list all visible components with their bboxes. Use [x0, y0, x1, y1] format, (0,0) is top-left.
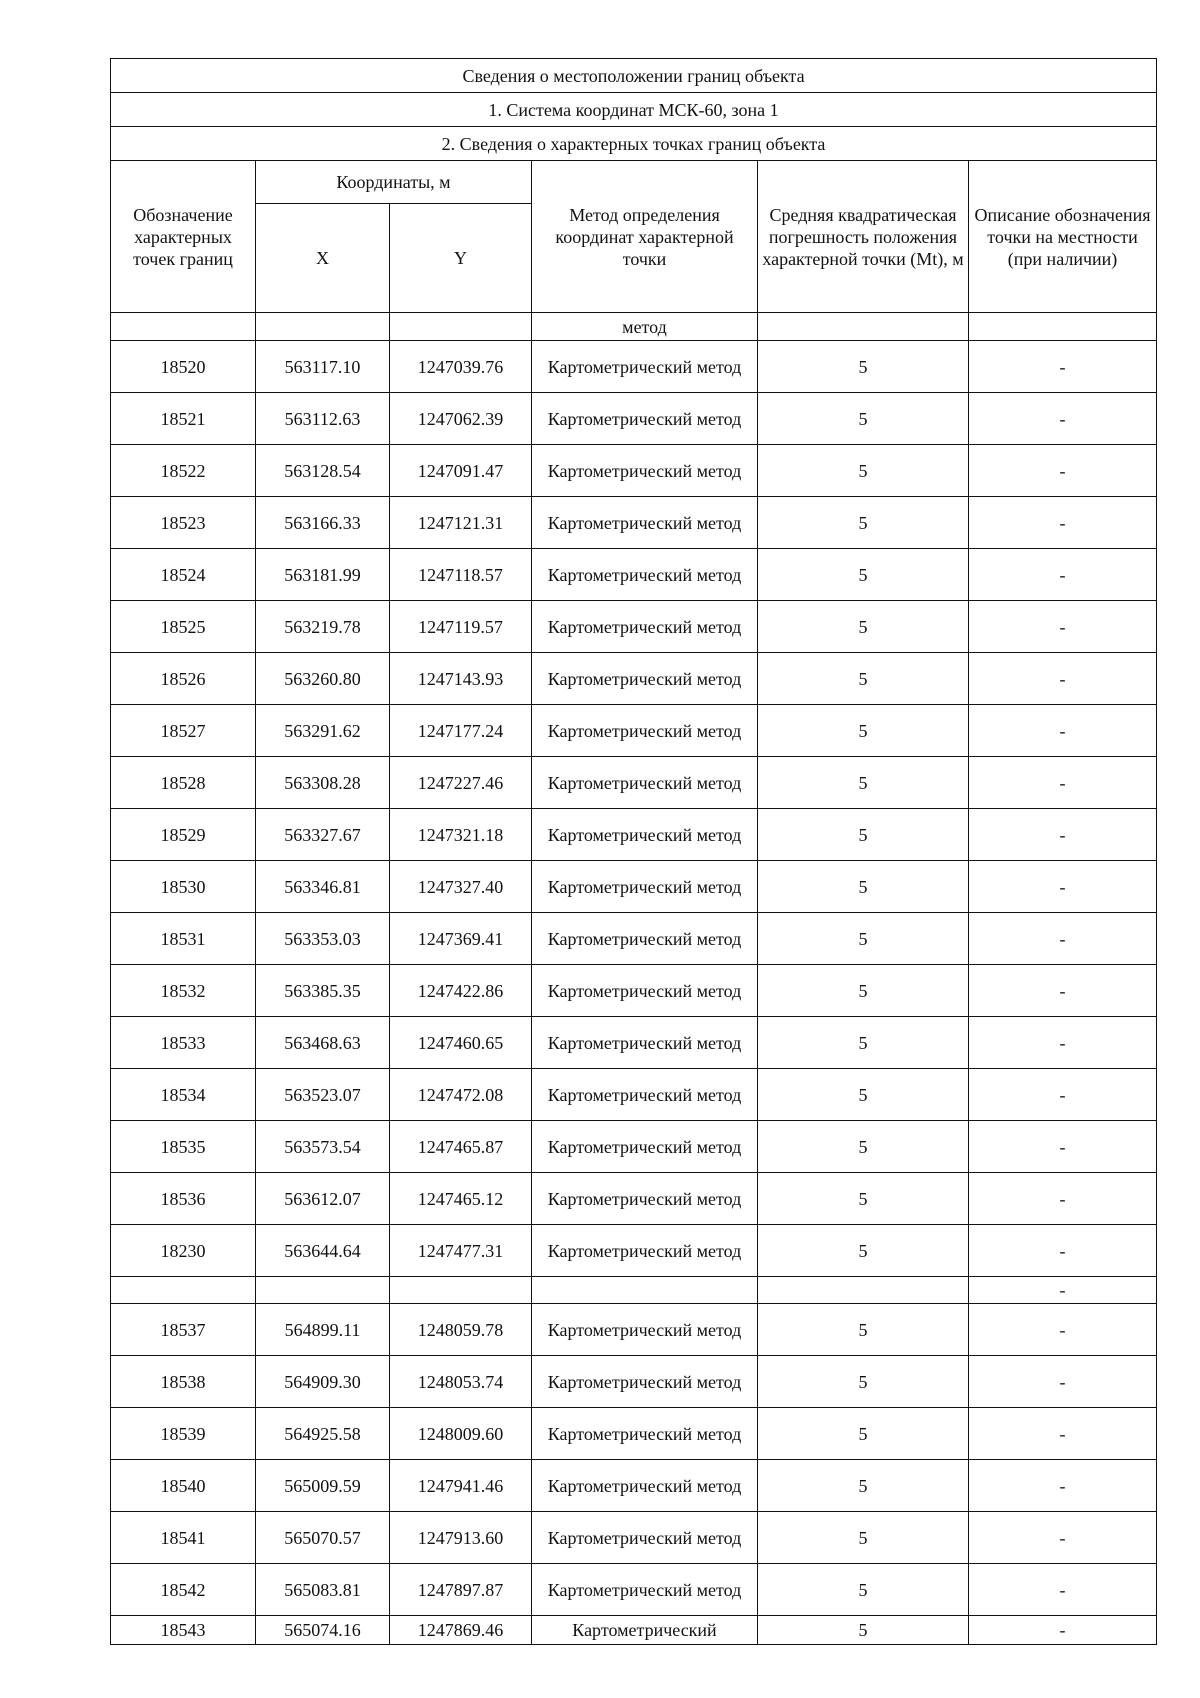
cell-x: 564899.11 — [256, 1304, 390, 1356]
cell-y: 1247460.65 — [390, 1017, 532, 1069]
cell-empty — [390, 313, 532, 341]
cell-method: Картометрический метод — [532, 1173, 758, 1225]
cell-x: 565009.59 — [256, 1460, 390, 1512]
cell-description: - — [969, 1304, 1157, 1356]
cell-method: Картометрический метод — [532, 965, 758, 1017]
cell-y: 1247121.31 — [390, 497, 532, 549]
cell-point: 18535 — [111, 1121, 256, 1173]
col-header-method: Метод определения координат характерной точки — [532, 161, 758, 313]
table-row — [111, 601, 1157, 653]
cell-point: 18543 — [111, 1616, 256, 1645]
cell-method: Картометрический метод — [532, 1225, 758, 1277]
cell-x: 563181.99 — [256, 549, 390, 601]
cell-x: 563112.63 — [256, 393, 390, 445]
cell-accuracy: 5 — [758, 1512, 969, 1564]
table-row — [111, 1304, 1157, 1356]
cell-point: 18522 — [111, 445, 256, 497]
cell-y: 1247118.57 — [390, 549, 532, 601]
cell-description: - — [969, 1121, 1157, 1173]
cell-method: Картометрический метод — [532, 653, 758, 705]
table-row — [111, 1356, 1157, 1408]
cell-method: метод — [532, 313, 758, 341]
cell-y: 1247091.47 — [390, 445, 532, 497]
cell-description: - — [969, 1356, 1157, 1408]
coordinate-system: 1. Система координат МСК-60, зона 1 — [111, 93, 1157, 127]
col-header-coords: Координаты, м — [256, 161, 532, 204]
cell-x: 563260.80 — [256, 653, 390, 705]
table-row — [111, 965, 1157, 1017]
cell-accuracy: 5 — [758, 965, 969, 1017]
table-row — [111, 861, 1157, 913]
cell-accuracy: 5 — [758, 601, 969, 653]
cell-method: Картометрический метод — [532, 861, 758, 913]
table-title-row — [111, 59, 1157, 93]
cell-x: 563468.63 — [256, 1017, 390, 1069]
cell-description: - — [969, 445, 1157, 497]
cell-x: 563219.78 — [256, 601, 390, 653]
cell-accuracy: 5 — [758, 1460, 969, 1512]
cell-point: 18538 — [111, 1356, 256, 1408]
table-row — [111, 1069, 1157, 1121]
cell-y: 1247177.24 — [390, 705, 532, 757]
cell-y: 1247897.87 — [390, 1564, 532, 1616]
column-header-row — [111, 161, 1157, 204]
cell-x: 565083.81 — [256, 1564, 390, 1616]
cell-point: 18528 — [111, 757, 256, 809]
cell-point: 18529 — [111, 809, 256, 861]
cell-point: 18533 — [111, 1017, 256, 1069]
cell-x: 563573.54 — [256, 1121, 390, 1173]
cell-y: 1247941.46 — [390, 1460, 532, 1512]
table-row — [111, 913, 1157, 965]
cell-y: 1247472.08 — [390, 1069, 532, 1121]
cell-point: 18532 — [111, 965, 256, 1017]
cell-x: 563308.28 — [256, 757, 390, 809]
cell-description: - — [969, 1173, 1157, 1225]
cell-y: 1248059.78 — [390, 1304, 532, 1356]
boundary-points-table — [110, 58, 1157, 1645]
cell-description: - — [969, 393, 1157, 445]
cell-empty — [111, 1277, 256, 1304]
cell-x: 563128.54 — [256, 445, 390, 497]
cell-accuracy: 5 — [758, 1408, 969, 1460]
cell-accuracy: 5 — [758, 1173, 969, 1225]
cell-point: 18536 — [111, 1173, 256, 1225]
cell-x: 563166.33 — [256, 497, 390, 549]
col-header-y: Y — [390, 204, 532, 313]
separator-row — [111, 1277, 1157, 1304]
cell-description: - — [969, 1564, 1157, 1616]
cell-x: 563327.67 — [256, 809, 390, 861]
continuation-row — [111, 313, 1157, 341]
cell-method: Картометрический метод — [532, 1408, 758, 1460]
cell-empty — [111, 313, 256, 341]
table-row — [111, 1564, 1157, 1616]
cell-y: 1247119.57 — [390, 601, 532, 653]
cell-y: 1247465.12 — [390, 1173, 532, 1225]
cell-description: - — [969, 809, 1157, 861]
cell-method: Картометрический метод — [532, 1512, 758, 1564]
cell-description: - — [969, 1017, 1157, 1069]
cell-accuracy: 5 — [758, 1069, 969, 1121]
cell-method: Картометрический метод — [532, 757, 758, 809]
cell-empty — [532, 1277, 758, 1304]
cell-y: 1247869.46 — [390, 1616, 532, 1645]
cell-method: Картометрический — [532, 1616, 758, 1645]
table-row — [111, 1408, 1157, 1460]
cell-description: - — [969, 549, 1157, 601]
cell-method: Картометрический метод — [532, 705, 758, 757]
cell-empty — [256, 313, 390, 341]
cell-method: Картометрический метод — [532, 1121, 758, 1173]
cell-method: Картометрический метод — [532, 1304, 758, 1356]
table-row — [111, 1225, 1157, 1277]
col-header-accuracy: Средняя квадратическая погрешность положения характерной точки (Mt), м — [758, 161, 969, 313]
cell-accuracy: 5 — [758, 757, 969, 809]
cell-empty — [758, 313, 969, 341]
cell-y: 1248053.74 — [390, 1356, 532, 1408]
cell-accuracy: 5 — [758, 1225, 969, 1277]
cell-empty — [969, 313, 1157, 341]
coordinate-system-row — [111, 93, 1157, 127]
cell-point: 18541 — [111, 1512, 256, 1564]
cell-method: Картометрический метод — [532, 1564, 758, 1616]
cell-point: 18530 — [111, 861, 256, 913]
cell-point: 18521 — [111, 393, 256, 445]
table-row — [111, 445, 1157, 497]
cell-accuracy: 5 — [758, 1121, 969, 1173]
cell-accuracy: 5 — [758, 913, 969, 965]
table-row — [111, 1512, 1157, 1564]
cell-x: 564925.58 — [256, 1408, 390, 1460]
cell-empty — [256, 1277, 390, 1304]
cell-x: 563523.07 — [256, 1069, 390, 1121]
cell-point: 18526 — [111, 653, 256, 705]
cell-y: 1247913.60 — [390, 1512, 532, 1564]
cell-method: Картометрический метод — [532, 913, 758, 965]
cell-description: - — [969, 1408, 1157, 1460]
cell-empty — [758, 1277, 969, 1304]
cell-description: - — [969, 1277, 1157, 1304]
table-row — [111, 497, 1157, 549]
cell-x: 563644.64 — [256, 1225, 390, 1277]
cell-point: 18520 — [111, 341, 256, 393]
table-row — [111, 1017, 1157, 1069]
cell-accuracy: 5 — [758, 1017, 969, 1069]
cell-description: - — [969, 601, 1157, 653]
table-row — [111, 1121, 1157, 1173]
table-row — [111, 653, 1157, 705]
cell-x: 563117.10 — [256, 341, 390, 393]
cell-description: - — [969, 1225, 1157, 1277]
cell-accuracy: 5 — [758, 705, 969, 757]
section-title: 2. Сведения о характерных точках границ объекта — [111, 127, 1157, 161]
cell-y: 1247422.86 — [390, 965, 532, 1017]
cell-y: 1247227.46 — [390, 757, 532, 809]
cell-method: Картометрический метод — [532, 809, 758, 861]
cell-point: 18525 — [111, 601, 256, 653]
cell-accuracy: 5 — [758, 1616, 969, 1645]
cell-method: Картометрический метод — [532, 1017, 758, 1069]
col-header-description: Описание обозначения точки на местности (при наличии) — [969, 161, 1157, 313]
cell-point: 18531 — [111, 913, 256, 965]
cell-method: Картометрический метод — [532, 497, 758, 549]
table-row — [111, 757, 1157, 809]
table-row — [111, 1173, 1157, 1225]
cell-x: 563612.07 — [256, 1173, 390, 1225]
col-header-point: Обозначение характерных точек границ — [111, 161, 256, 313]
cell-y: 1248009.60 — [390, 1408, 532, 1460]
cell-x: 564909.30 — [256, 1356, 390, 1408]
cell-description: - — [969, 341, 1157, 393]
cell-description: - — [969, 497, 1157, 549]
cell-description: - — [969, 1616, 1157, 1645]
cell-accuracy: 5 — [758, 549, 969, 601]
cell-point: 18524 — [111, 549, 256, 601]
cell-point: 18542 — [111, 1564, 256, 1616]
cell-description: - — [969, 913, 1157, 965]
cell-x: 563353.03 — [256, 913, 390, 965]
cell-x: 565070.57 — [256, 1512, 390, 1564]
cell-method: Картометрический метод — [532, 1460, 758, 1512]
table-row — [111, 341, 1157, 393]
cell-point: 18540 — [111, 1460, 256, 1512]
cell-method: Картометрический метод — [532, 601, 758, 653]
cell-method: Картометрический метод — [532, 1069, 758, 1121]
cell-y: 1247327.40 — [390, 861, 532, 913]
cell-method: Картометрический метод — [532, 1356, 758, 1408]
cell-x: 565074.16 — [256, 1616, 390, 1645]
table-row — [111, 1460, 1157, 1512]
table-row — [111, 809, 1157, 861]
cell-y: 1247062.39 — [390, 393, 532, 445]
cell-accuracy: 5 — [758, 1356, 969, 1408]
cell-accuracy: 5 — [758, 393, 969, 445]
cell-accuracy: 5 — [758, 497, 969, 549]
cell-x: 563346.81 — [256, 861, 390, 913]
cell-accuracy: 5 — [758, 341, 969, 393]
cell-point: 18539 — [111, 1408, 256, 1460]
cell-description: - — [969, 1069, 1157, 1121]
table-row — [111, 393, 1157, 445]
cell-description: - — [969, 965, 1157, 1017]
col-header-x: X — [256, 204, 390, 313]
cell-point: 18527 — [111, 705, 256, 757]
cell-accuracy: 5 — [758, 861, 969, 913]
cell-method: Картометрический метод — [532, 393, 758, 445]
cell-method: Картометрический метод — [532, 549, 758, 601]
cell-description: - — [969, 653, 1157, 705]
cell-empty — [390, 1277, 532, 1304]
table-row — [111, 549, 1157, 601]
table-title: Сведения о местоположении границ объекта — [111, 59, 1157, 93]
cell-point: 18534 — [111, 1069, 256, 1121]
cell-description: - — [969, 1460, 1157, 1512]
cell-x: 563385.35 — [256, 965, 390, 1017]
cell-point: 18537 — [111, 1304, 256, 1356]
cell-y: 1247465.87 — [390, 1121, 532, 1173]
cell-accuracy: 5 — [758, 445, 969, 497]
table-row — [111, 705, 1157, 757]
cell-y: 1247369.41 — [390, 913, 532, 965]
cell-y: 1247477.31 — [390, 1225, 532, 1277]
cell-x: 563291.62 — [256, 705, 390, 757]
cell-accuracy: 5 — [758, 1304, 969, 1356]
cell-point: 18523 — [111, 497, 256, 549]
cell-accuracy: 5 — [758, 653, 969, 705]
cell-y: 1247321.18 — [390, 809, 532, 861]
cell-description: - — [969, 861, 1157, 913]
cell-method: Картометрический метод — [532, 341, 758, 393]
cell-y: 1247143.93 — [390, 653, 532, 705]
cell-point: 18230 — [111, 1225, 256, 1277]
section-title-row — [111, 127, 1157, 161]
cell-y: 1247039.76 — [390, 341, 532, 393]
cell-description: - — [969, 705, 1157, 757]
cell-accuracy: 5 — [758, 1564, 969, 1616]
cell-accuracy: 5 — [758, 809, 969, 861]
cell-description: - — [969, 757, 1157, 809]
table-row — [111, 1616, 1157, 1645]
cell-method: Картометрический метод — [532, 445, 758, 497]
cell-description: - — [969, 1512, 1157, 1564]
